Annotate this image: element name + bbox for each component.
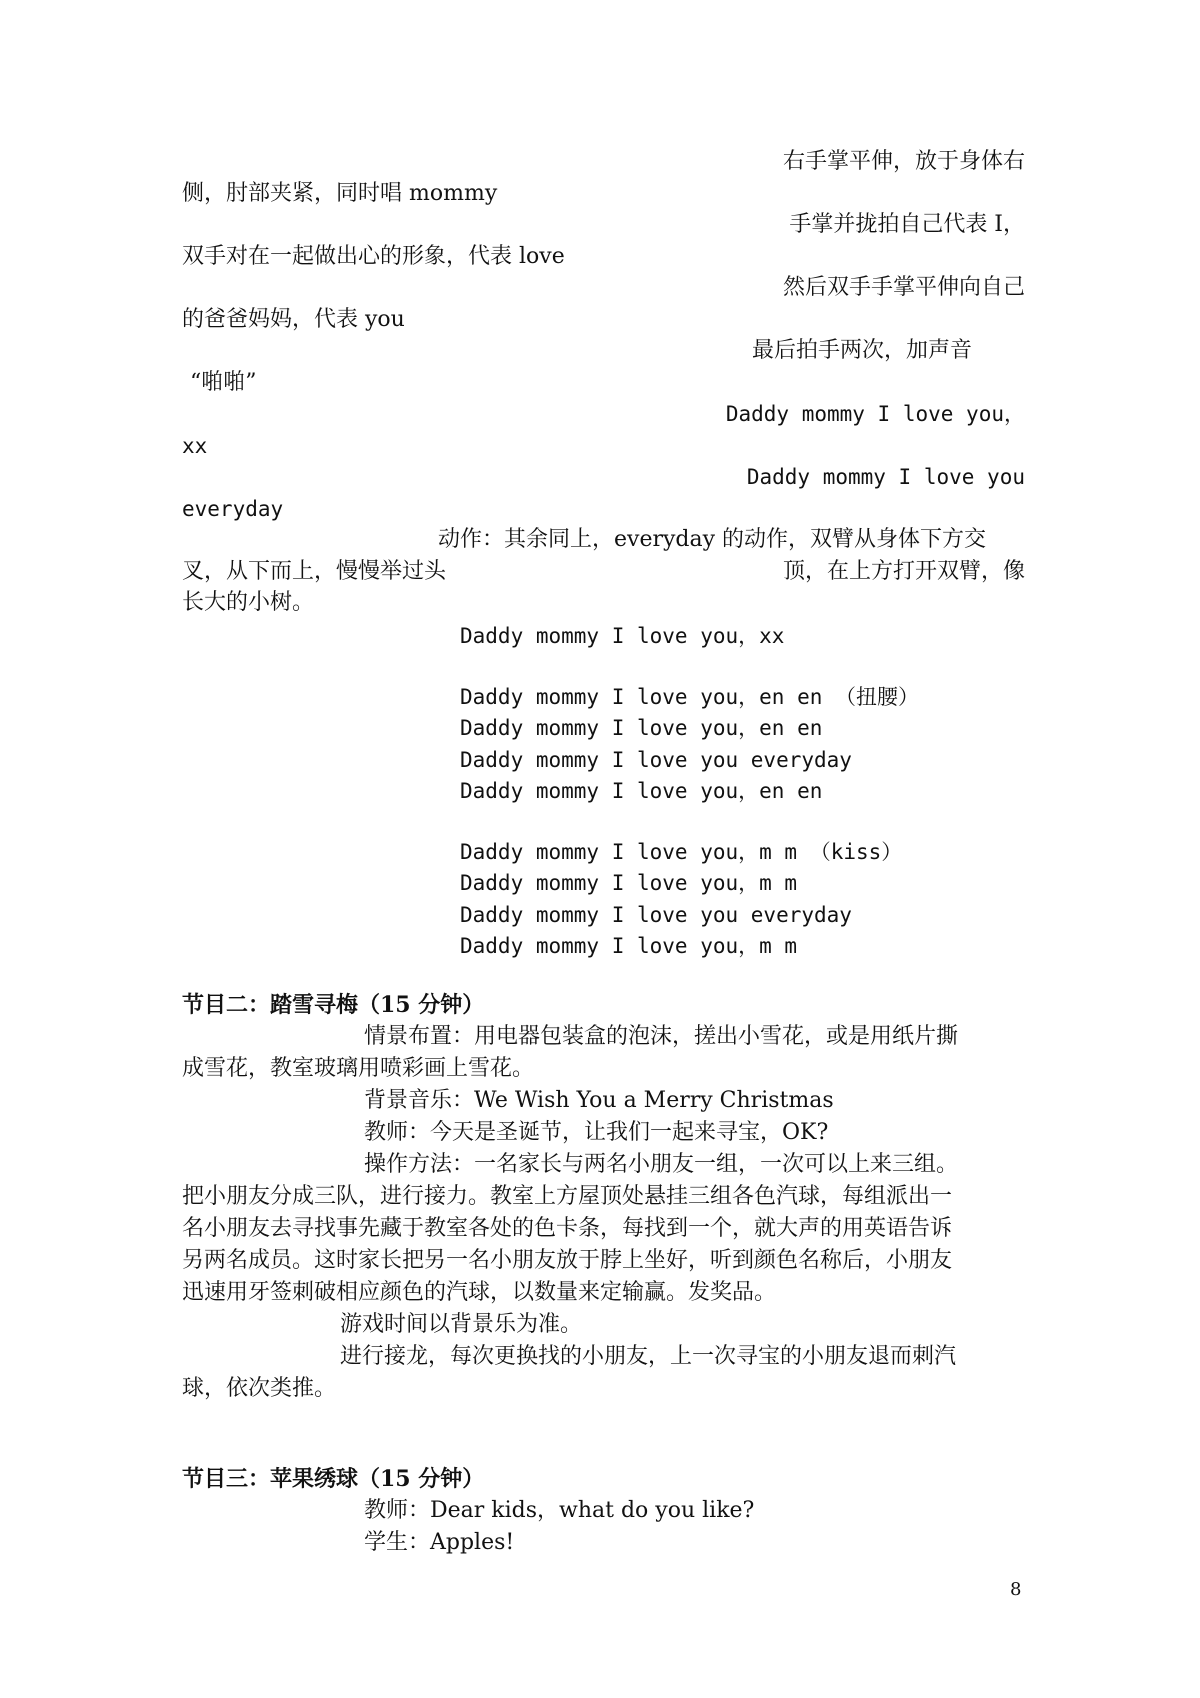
text-line: Daddy mommy I love you，: [725, 402, 1025, 426]
lyric-line: Daddy mommy I love you，en en （扭腰）: [460, 685, 920, 709]
paragraph-line: 迅速用牙签刺破相应颜色的汽球，以数量来定输赢。发奖品。: [182, 1280, 777, 1305]
lyric-line: Daddy mommy I love you，xx: [460, 624, 785, 648]
text-line: 长大的小树。: [182, 590, 315, 615]
section-heading: 节目三：苹果绣球（15 分钟）: [182, 1466, 485, 1492]
text-line: 叉，从下而上，慢慢举过头: [182, 559, 447, 584]
text-line: 的爸爸妈妈，代表 you: [182, 307, 405, 332]
paragraph-line: 名小朋友去寻找事先藏于教室各处的色卡条，每找到一个，就大声的用英语告诉: [182, 1216, 953, 1241]
lyric-line: Daddy mommy I love you everyday: [460, 903, 852, 927]
paragraph-line: 背景音乐：We Wish You a Merry Christmas: [364, 1088, 834, 1113]
text-line: 手掌并拢拍自己代表 I，: [789, 212, 1025, 237]
section-heading: 节目二：踏雪寻梅（15 分钟）: [182, 992, 485, 1018]
lyric-line: Daddy mommy I love you，m m: [460, 934, 798, 958]
paragraph-line: 学生：Apples!: [364, 1530, 515, 1555]
paragraph-line: 教师：今天是圣诞节，让我们一起来寻宝，OK?: [364, 1120, 829, 1145]
paragraph-line: 操作方法：一名家长与两名小朋友一组，一次可以上来三组。: [364, 1152, 959, 1177]
text-line: everyday: [182, 497, 284, 521]
paragraph-line: 另两名成员。这时家长把另一名小朋友放于脖上坐好，听到颜色名称后，小朋友: [182, 1248, 953, 1273]
page-number: 8: [1010, 1579, 1022, 1600]
text-line: “啪啪”: [190, 370, 257, 395]
text-line: 双手对在一起做出心的形象，代表 love: [182, 244, 565, 269]
text-line: Daddy mommy I love you: [746, 465, 1025, 489]
lyric-line: Daddy mommy I love you，en en: [460, 716, 823, 740]
lyric-line: Daddy mommy I love you，en en: [460, 779, 823, 803]
paragraph-line: 球，依次类推。: [182, 1376, 337, 1401]
lyric-line: Daddy mommy I love you，m m （kiss）: [460, 840, 903, 864]
text-line: 顶，在上方打开双臂，像: [782, 559, 1025, 584]
text-line: 右手掌平伸，放于身体右: [782, 149, 1025, 174]
text-line: xx: [182, 434, 208, 458]
paragraph-line: 把小朋友分成三队，进行接力。教室上方屋顶处悬挂三组各色汽球，每组派出一: [182, 1184, 953, 1209]
text-line: 动作：其余同上，everyday 的动作，双臂从身体下方交: [438, 527, 987, 552]
text-line: 然后双手手掌平伸向自己: [782, 275, 1025, 300]
text-line: 侧，肘部夹紧，同时唱 mommy: [182, 181, 498, 206]
lyric-line: Daddy mommy I love you，m m: [460, 871, 798, 895]
paragraph-line: 教师：Dear kids，what do you like?: [364, 1498, 755, 1523]
lyric-line: Daddy mommy I love you everyday: [460, 748, 852, 772]
paragraph-line: 进行接龙，每次更换找的小朋友，上一次寻宝的小朋友退而刺汽: [340, 1344, 957, 1369]
paragraph-line: 情景布置：用电器包装盒的泡沫，搓出小雪花，或是用纸片撕: [364, 1024, 959, 1049]
paragraph-line: 游戏时间以背景乐为准。: [340, 1312, 583, 1337]
text-line: 最后拍手两次，加声音: [752, 338, 973, 363]
paragraph-line: 成雪花，教室玻璃用喷彩画上雪花。: [182, 1056, 535, 1081]
